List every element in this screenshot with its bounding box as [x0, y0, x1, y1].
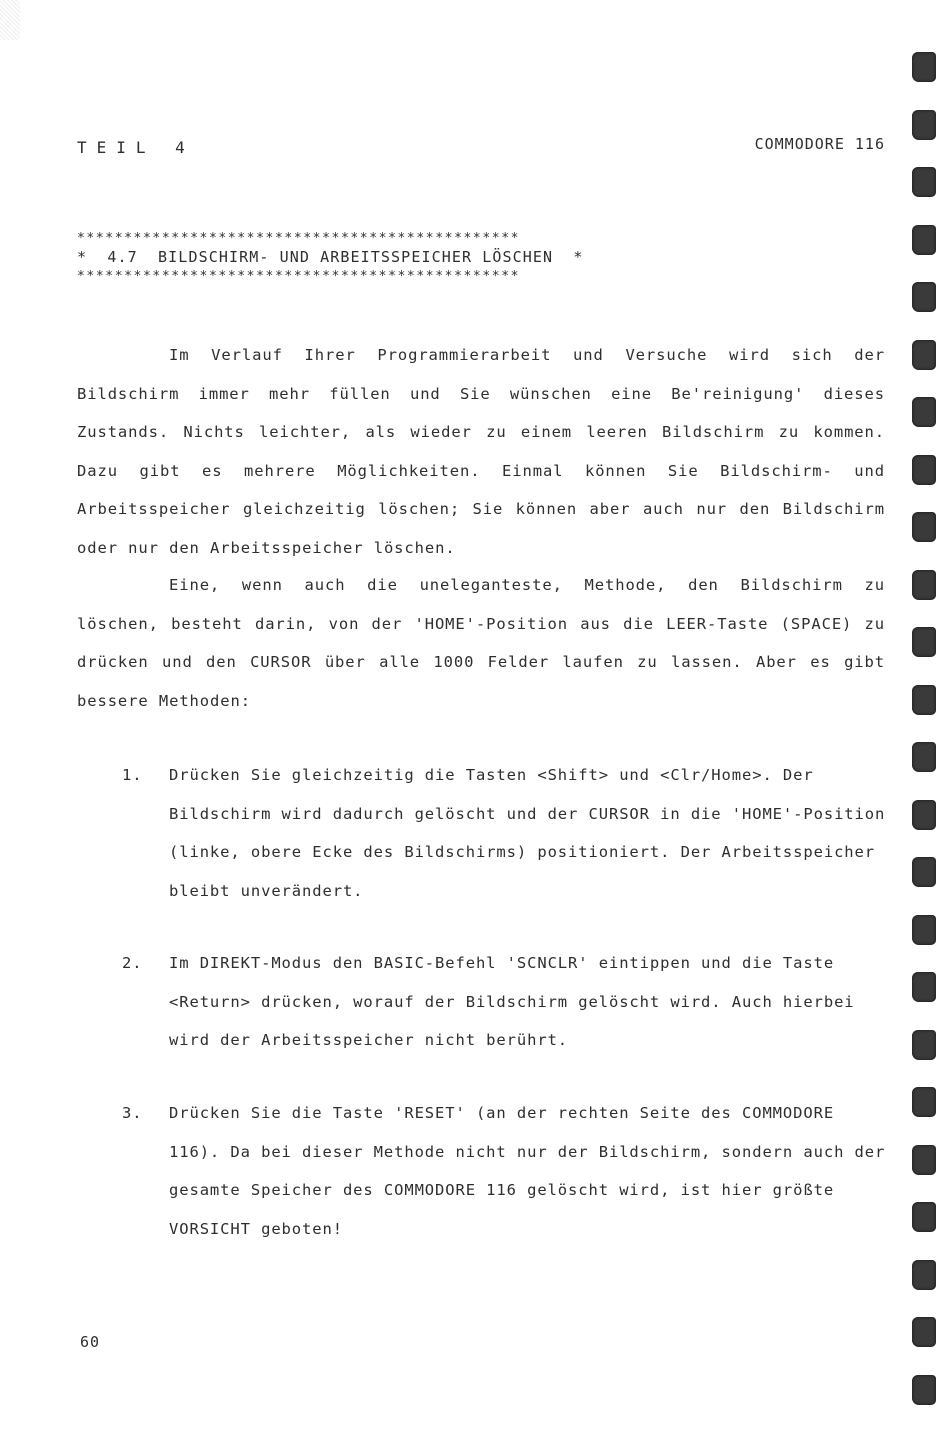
binding-hole: [912, 685, 936, 715]
list-item-text: Im DIREKT-Modus den BASIC-Befehl 'SCNCLR' eintippen und die Taste <Return> drücken, worauf der Bildschirm gelöscht wird. Auch hierbei wird der Arbeitsspeicher nicht berührt.: [169, 954, 855, 1049]
book-title-header: COMMODORE 116: [754, 135, 885, 153]
list-item-number: 3.: [122, 1104, 143, 1122]
binding-hole: [912, 512, 936, 542]
binding-hole: [912, 627, 936, 657]
list-item-text: Drücken Sie die Taste 'RESET' (an der rechten Seite des COMMODORE 116). Da bei dieser Methode nicht nur der Bildschirm, sondern auch der gesamte Speicher des COMMODORE 116 gelöscht wird, ist hier größte VORSICHT geboten!: [169, 1104, 886, 1238]
binding-hole: [912, 570, 936, 600]
section-border-top: ***********************************************: [77, 231, 521, 246]
list-item: [122, 944, 892, 1060]
list-item: [122, 756, 892, 910]
binding-hole: [912, 1202, 936, 1232]
binding-hole: [912, 1030, 936, 1060]
binding-hole: [912, 800, 936, 830]
list-item-number: 2.: [122, 954, 143, 972]
binding-hole: [912, 397, 936, 427]
chapter-header: TEIL 4: [77, 138, 195, 157]
binding-hole: [912, 1317, 936, 1347]
binding-hole: [912, 225, 936, 255]
binding-hole: [912, 340, 936, 370]
binding-hole: [912, 1260, 936, 1290]
binding-hole: [912, 857, 936, 887]
list-item-number: 1.: [122, 766, 143, 784]
spiral-binding: [912, 52, 936, 1412]
section-border-bottom: ***********************************************: [77, 269, 521, 284]
binding-hole: [912, 742, 936, 772]
binding-hole: [912, 110, 936, 140]
binding-hole: [912, 1145, 936, 1175]
binding-hole: [912, 282, 936, 312]
binding-hole: [912, 455, 936, 485]
binding-hole: [912, 167, 936, 197]
scan-noise: [0, 0, 20, 40]
paragraph-intro: Im Verlauf Ihrer Programmierarbeit und Versuche wird sich der Bildschirm immer mehr füllen und Sie wünschen eine Be'reinigung' dieses Zustands. Nichts leichter, als wieder zu einem leeren Bildschirm zu kommen. Dazu gibt es mehrere Möglichkeiten. Einmal können Sie Bildschirm- und Arbeitsspeicher gleichzeitig löschen; Sie können aber auch nur den Bildschirm oder nur den Arbeitsspeicher löschen.: [77, 346, 885, 557]
section-title: * 4.7 BILDSCHIRM- UND ARBEITSSPEICHER LÖSCHEN *: [77, 248, 584, 266]
list-item-text: Drücken Sie gleichzeitig die Tasten <Shift> und <Clr/Home>. Der Bildschirm wird dadurch gelöscht und der CURSOR in die 'HOME'-Position (linke, obere Ecke des Bildschirms) positioniert. Der Arbeitsspeicher bleibt unverändert.: [169, 766, 886, 900]
binding-hole: [912, 1375, 936, 1405]
list-item: [122, 1094, 892, 1248]
binding-hole: [912, 972, 936, 1002]
page-number: 60: [80, 1333, 101, 1351]
binding-hole: [912, 1087, 936, 1117]
binding-hole: [912, 52, 936, 82]
binding-hole: [912, 915, 936, 945]
paragraph-method: Eine, wenn auch die uneleganteste, Methode, den Bildschirm zu löschen, besteht darin, von der 'HOME'-Position aus die LEER-Taste (SPACE) zu drücken und den CURSOR über alle 1000 Felder laufen zu lassen. Aber es gibt bessere Methoden:: [77, 576, 885, 710]
